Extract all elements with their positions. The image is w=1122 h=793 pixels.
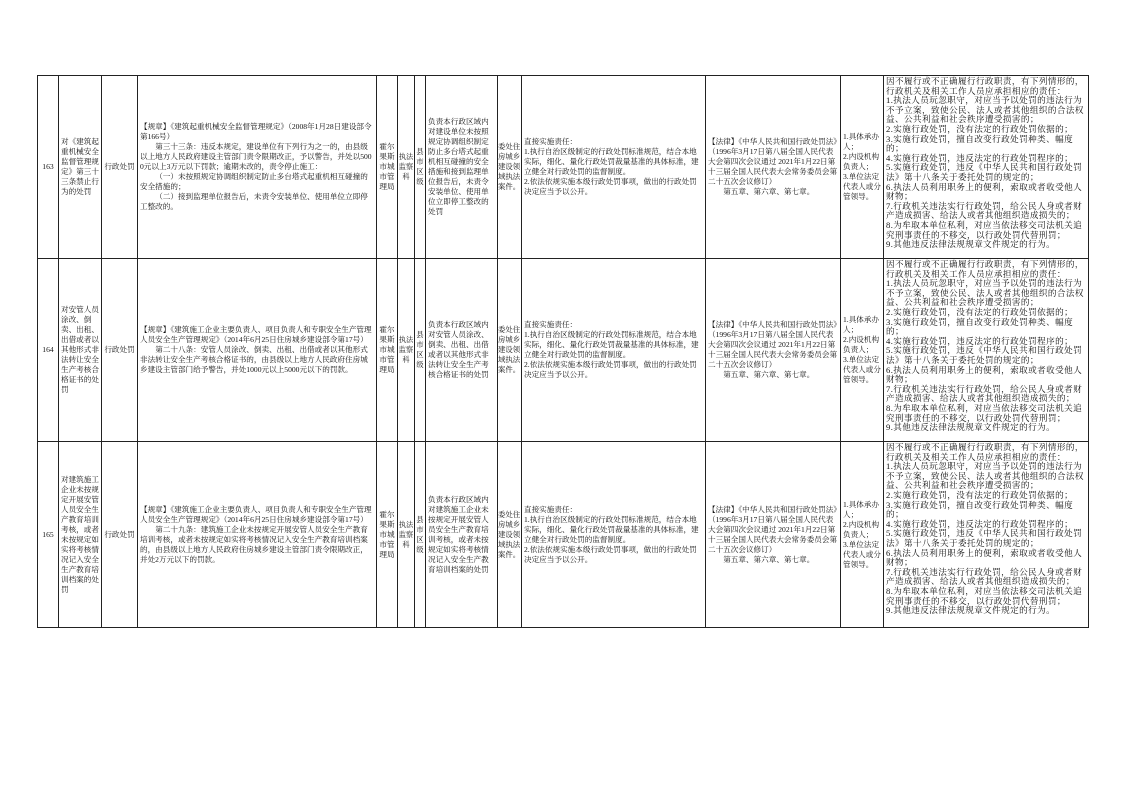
accountability-clause: 2.实施行政处罚，没有法定的行政处罚依据的； [886, 123, 1074, 134]
responsible-persons [841, 259, 883, 441]
accountability-clause: 8.为牟取本单位私利，对应当依法移交司法机关追究刑事责任的不移交，以行政处罚代替刑罚； [886, 219, 1083, 240]
table-cell [138, 442, 377, 628]
table-cell [426, 76, 498, 259]
accountability-clause: 5.实施行政处罚，违反《中华人民共和国行政处罚法》第十八条关于委托处罚的规定的； [886, 162, 1083, 182]
accountability-clause: 8.为牟取本单位私利，对应当依法移交司法机关追究刑事责任的不移交，以行政处罚代替刑罚； [886, 402, 1083, 423]
table-cell [38, 442, 59, 628]
table-cell [102, 76, 138, 259]
entrusted-matter: 委处住房城乡建设领域执法案件。 [498, 325, 521, 374]
implementation-level: 县市区级 [416, 148, 424, 186]
responsible-person: 1.具体承办人； [843, 132, 880, 151]
table-cell [38, 259, 59, 442]
table-cell [498, 259, 522, 442]
item-category: 行政处罚 [104, 162, 135, 171]
legal-reference-paragraph: 【法律】《中华人民共和国行政处罚法》（1996年3月17日第八届全国人民代表大会第四次会议通过 2021年1月22日第十三届全国人民代表大会常务委员会第二十五次会议修订） [708, 137, 838, 186]
table-cell [415, 76, 426, 259]
legal-basis-paragraph: 【规章】《建筑施工企业主要负责人、项目负责人和专职安全生产管理人员安全生产管理规定》（2014年6月25日住房城乡建设部令第17号） [140, 325, 372, 344]
accountability-clause: 1.执法人员玩忽职守，对应当予以处罚的违法行为不予立案，致使公民、法人或者其他组织的合法权益、公共利益和社会秩序遭受损害的； [886, 461, 1084, 491]
accountability-clause: 6.执法人员利用职务上的便利，索取或者收受他人财物； [886, 364, 1083, 385]
table-row [38, 76, 1089, 259]
accountability-clause: 9.其他违反法律法规规章文件规定的行为。 [886, 422, 1056, 433]
accountability-clause: 3.实施行政处罚，擅自改变行政处罚种类、幅度的； [886, 499, 1074, 520]
legal-reference [706, 442, 840, 627]
legal-basis [138, 442, 376, 627]
responsible-persons [841, 442, 883, 627]
table-cell [884, 259, 1089, 442]
accountability-clauses [884, 76, 1088, 258]
table-cell [706, 76, 841, 259]
table-cell [377, 259, 398, 442]
accountability-clause: 4.实施行政处罚，违反法定的行政处罚程序的； [886, 518, 1074, 529]
item-name: 对建筑施工企业未按规定开展安管人员安全生产教育培训考核，或者未按规定如实将考核情况记入安全生产教育培训档案的处罚 [61, 474, 99, 594]
legal-reference [706, 259, 840, 441]
duty-items [522, 442, 705, 627]
table-row [38, 259, 1089, 442]
duty-item: 2.依法依规实施本级行政处罚事项，做出的行政处罚决定应当予以公开。 [524, 360, 697, 379]
entrusted-matter: 委处住房城乡建设领域执法案件。 [498, 142, 521, 191]
responsible-person: 3.单位法定代表人或分管领导。 [843, 539, 881, 569]
accountability-clause: 3.实施行政处罚，擅自改变行政处罚种类、幅度的； [886, 316, 1074, 337]
duty-item: 直接实施责任： [524, 320, 578, 329]
legal-basis-paragraph: （二）接到监理单位报告后，未责令安装单位、使用单位立即停工整改的。 [140, 192, 368, 211]
legal-basis [138, 76, 376, 258]
duty-item: 1.执行自治区级制定的行政处罚标准规范，结合本地实际，细化、量化行政处罚裁量基准的具体标准，建立健全对行政处罚的监督制度。 [524, 330, 699, 359]
accountability-clause: 因不履行或不正确履行行政职责，有下列情形的，行政机关及相关工作人员应承担相应的责任： [886, 442, 1084, 462]
table-cell [426, 442, 498, 628]
accountability-clause: 6.执法人员利用职务上的便利，索取或者收受他人财物； [886, 181, 1083, 202]
legal-basis-paragraph: 第二十八条：安管人员涂改、倒卖、出租、出借或者以其他形式非法转让安全生产考核合格证书的，由县级以上地方人民政府住房城乡建设主管部门给予警告，并处1000元以上5000元以下的罚款。 [140, 345, 368, 374]
table-cell [59, 259, 102, 442]
responsible-department: 执法监察科 [398, 336, 414, 364]
accountability-clause: 5.实施行政处罚，违反《中华人民共和国行政处罚法》第十八条关于委托处罚的规定的； [886, 528, 1083, 548]
implementing-agency: 霍尔果斯市城市管理局 [379, 142, 395, 191]
table-cell [398, 76, 415, 259]
responsibility-scope: 负责本行政区域内对建筑施工企业未按规定开展安管人员安全生产教育培训考核，或者未按规定如实将考核情况记入安全生产教育培训档案的处罚 [428, 494, 489, 574]
table-cell [38, 76, 59, 259]
table-cell [426, 259, 498, 442]
implementing-agency: 霍尔果斯市城市管理局 [379, 325, 395, 374]
item-number: 163 [42, 162, 54, 171]
table-cell [415, 259, 426, 442]
table-cell [706, 442, 841, 628]
implementation-level: 县市区级 [416, 331, 424, 369]
table-cell [415, 442, 426, 628]
duty-items [522, 76, 705, 258]
accountability-clause: 2.实施行政处罚，没有法定的行政处罚依据的； [886, 306, 1074, 317]
accountability-clause: 因不履行或不正确履行行政职责，有下列情形的，行政机关及相关工作人员应承担相应的责任： [886, 259, 1084, 279]
item-number: 164 [42, 345, 54, 354]
item-category: 行政处罚 [104, 529, 135, 539]
legal-reference-paragraph: 第五章、第六章、第七章。 [723, 554, 815, 564]
table-cell [138, 76, 377, 259]
item-number: 165 [42, 529, 54, 539]
table-cell [59, 76, 102, 259]
table-cell [522, 259, 706, 442]
accountability-clauses [884, 442, 1088, 627]
accountability-clause: 5.实施行政处罚，违反《中华人民共和国行政处罚法》第十八条关于委托处罚的规定的； [886, 345, 1083, 365]
legal-reference-paragraph: 【法律】《中华人民共和国行政处罚法》（1996年3月17日第八届全国人民代表大会第四次会议通过 2021年1月22日第十三届全国人民代表大会常务委员会第二十五次会议修订） [708, 320, 838, 369]
responsible-person: 1.具体承办人； [843, 315, 880, 334]
table-row [38, 442, 1089, 628]
legal-basis-paragraph: （一）未按照规定协调组织制定防止多台塔式起重机相互碰撞的安全措施的； [140, 172, 368, 191]
implementing-agency: 霍尔果斯市城市管理局 [379, 509, 395, 559]
accountability-clause: 1.执法人员玩忽职守，对应当予以处罚的违法行为不予立案，致使公民、法人或者其他组织的合法权益、公共利益和社会秩序遭受损害的； [886, 278, 1084, 308]
table-cell [884, 442, 1089, 628]
table-cell [102, 259, 138, 442]
table-cell [498, 442, 522, 628]
accountability-clauses [884, 259, 1088, 441]
legal-basis-paragraph: 第二十九条：建筑施工企业未按规定开展安管人员安全生产教育培训考核，或者未按规定如实将考核情况记入安全生产教育培训档案的，由县级以上地方人民政府住房城乡建设主管部门责令限期改正，并处2万元以下的罚款。 [140, 524, 368, 564]
accountability-clause: 7.行政机关违法实行行政处罚，给公民人身或者财产造成损害、给法人或者其他组织造成损失的； [886, 383, 1083, 404]
table-cell [841, 442, 884, 628]
legal-basis-paragraph: 【规章】《建筑施工企业主要负责人、项目负责人和专职安全生产管理人员安全生产管理规定》（2014年6月25日住房城乡建设部令第17号） [140, 504, 372, 524]
responsible-person: 3.单位法定代表人或分管领导。 [843, 355, 881, 384]
responsible-department: 执法监察科 [398, 153, 414, 181]
accountability-clause: 3.实施行政处罚，擅自改变行政处罚种类、幅度的； [886, 133, 1074, 154]
table-cell [398, 442, 415, 628]
legal-reference-paragraph: 第五章、第六章、第七章。 [723, 370, 815, 379]
table-cell [841, 259, 884, 442]
legal-basis-paragraph: 【规章】《建筑起重机械安全监督管理规定》（2008年1月28日建设部令第166号） [140, 122, 372, 141]
responsible-person: 1.具体承办人； [843, 499, 880, 519]
table-cell [884, 76, 1089, 259]
accountability-clause: 9.其他违反法律法规规章文件规定的行为。 [886, 239, 1056, 250]
table-cell [498, 76, 522, 259]
item-name: 对安管人员涂改、倒卖、出租、出借或者以其他形式非法转让安全生产考核合格证书的处罚 [61, 305, 99, 394]
table-cell [841, 76, 884, 259]
table-cell [522, 76, 706, 259]
accountability-clause: 2.实施行政处罚，没有法定的行政处罚依据的； [886, 489, 1074, 500]
accountability-clause: 4.实施行政处罚，违反法定的行政处罚程序的； [886, 152, 1074, 163]
table-cell [59, 442, 102, 628]
responsible-person: 2.内设机构负责人； [843, 519, 880, 539]
accountability-clause: 7.行政机关违法实行行政处罚，给公民人身或者财产造成损害、给法人或者其他组织造成损失的； [886, 200, 1083, 221]
accountability-clause: 7.行政机关违法实行行政处罚，给公民人身或者财产造成损害、给法人或者其他组织造成损失的； [886, 566, 1083, 587]
table-cell [138, 259, 377, 442]
implementation-level: 县市区级 [416, 515, 424, 554]
duty-item: 直接实施责任： [524, 137, 578, 146]
legal-reference-paragraph: 第五章、第六章、第七章。 [723, 187, 815, 196]
table-cell [522, 442, 706, 628]
item-name: 对《建筑起重机械安全监督管理规定》第三十三条禁止行为的处罚 [61, 137, 99, 196]
table-cell [102, 442, 138, 628]
legal-basis [138, 259, 376, 441]
accountability-clause: 1.执法人员玩忽职守，对应当予以处罚的违法行为不予立案，致使公民、法人或者其他组织的合法权益、公共利益和社会秩序遭受损害的； [886, 95, 1084, 125]
entrusted-matter: 委处住房城乡建设领域执法案件。 [498, 509, 521, 559]
duty-item: 1.执行自治区级制定的行政处罚标准规范，结合本地实际，细化、量化行政处罚裁量基准的具体标准，建立健全对行政处罚的监督制度。 [524, 147, 699, 176]
legal-reference-paragraph: 【法律】《中华人民共和国行政处罚法》（1996年3月17日第八届全国人民代表大会第四次会议通过 2021年1月22日第十三届全国人民代表大会常务委员会第二十五次会议修订） [708, 504, 838, 554]
table-cell [706, 259, 841, 442]
item-category: 行政处罚 [104, 345, 135, 354]
responsible-persons [841, 76, 883, 258]
duty-items [522, 259, 705, 441]
duty-item: 2.依法依规实施本级行政处罚事项，做出的行政处罚决定应当予以公开。 [524, 544, 697, 564]
responsible-department: 执法监察科 [398, 520, 414, 549]
responsibility-scope: 负责本行政区域内对安管人员涂改、倒卖、出租、出借或者以其他形式非法转让安全生产考核合格证书的处罚 [428, 320, 489, 379]
responsible-person: 2.内设机构负责人； [843, 335, 880, 354]
responsible-person: 2.内设机构负责人； [843, 152, 880, 171]
table-cell [377, 76, 398, 259]
legal-reference [706, 76, 840, 258]
duty-item: 2.依法依规实施本级行政处罚事项，做出的行政处罚决定应当予以公开。 [524, 177, 697, 196]
accountability-clause: 8.为牟取本单位私利，对应当依法移交司法机关追究刑事责任的不移交，以行政处罚代替刑罚； [886, 585, 1083, 606]
responsibility-scope: 负责本行政区域内对建设单位未按照规定协调组织制定防止多台塔式起重机相互碰撞的安全措施和接到监理单位报告后，未责令安装单位、使用单位立即停工整改的处罚 [428, 117, 489, 216]
duty-item: 1.执行自治区级制定的行政处罚标准规范，结合本地实际，细化、量化行政处罚裁量基准的具体标准，建立健全对行政处罚的监督制度。 [524, 514, 699, 544]
accountability-clause: 因不履行或不正确履行行政职责，有下列情形的，行政机关及相关工作人员应承担相应的责任： [886, 76, 1084, 96]
accountability-clause: 9.其他违反法律法规规章文件规定的行为。 [886, 605, 1056, 616]
accountability-clause: 6.执法人员利用职务上的便利，索取或者收受他人财物； [886, 547, 1083, 568]
duty-item: 直接实施责任： [524, 504, 578, 514]
table-cell [398, 259, 415, 442]
penalty-list-table [37, 75, 1089, 628]
table-cell [377, 442, 398, 628]
legal-basis-paragraph: 第三十三条：违反本规定，建设单位有下列行为之一的，由县级以上地方人民政府建设主管部门责令限期改正，予以警告，并处以5000元以上3万元以下罚款；逾期未改的，责令停止施工： [140, 142, 372, 171]
responsible-person: 3.单位法定代表人或分管领导。 [843, 172, 881, 201]
accountability-clause: 4.实施行政处罚，违反法定的行政处罚程序的； [886, 335, 1074, 346]
